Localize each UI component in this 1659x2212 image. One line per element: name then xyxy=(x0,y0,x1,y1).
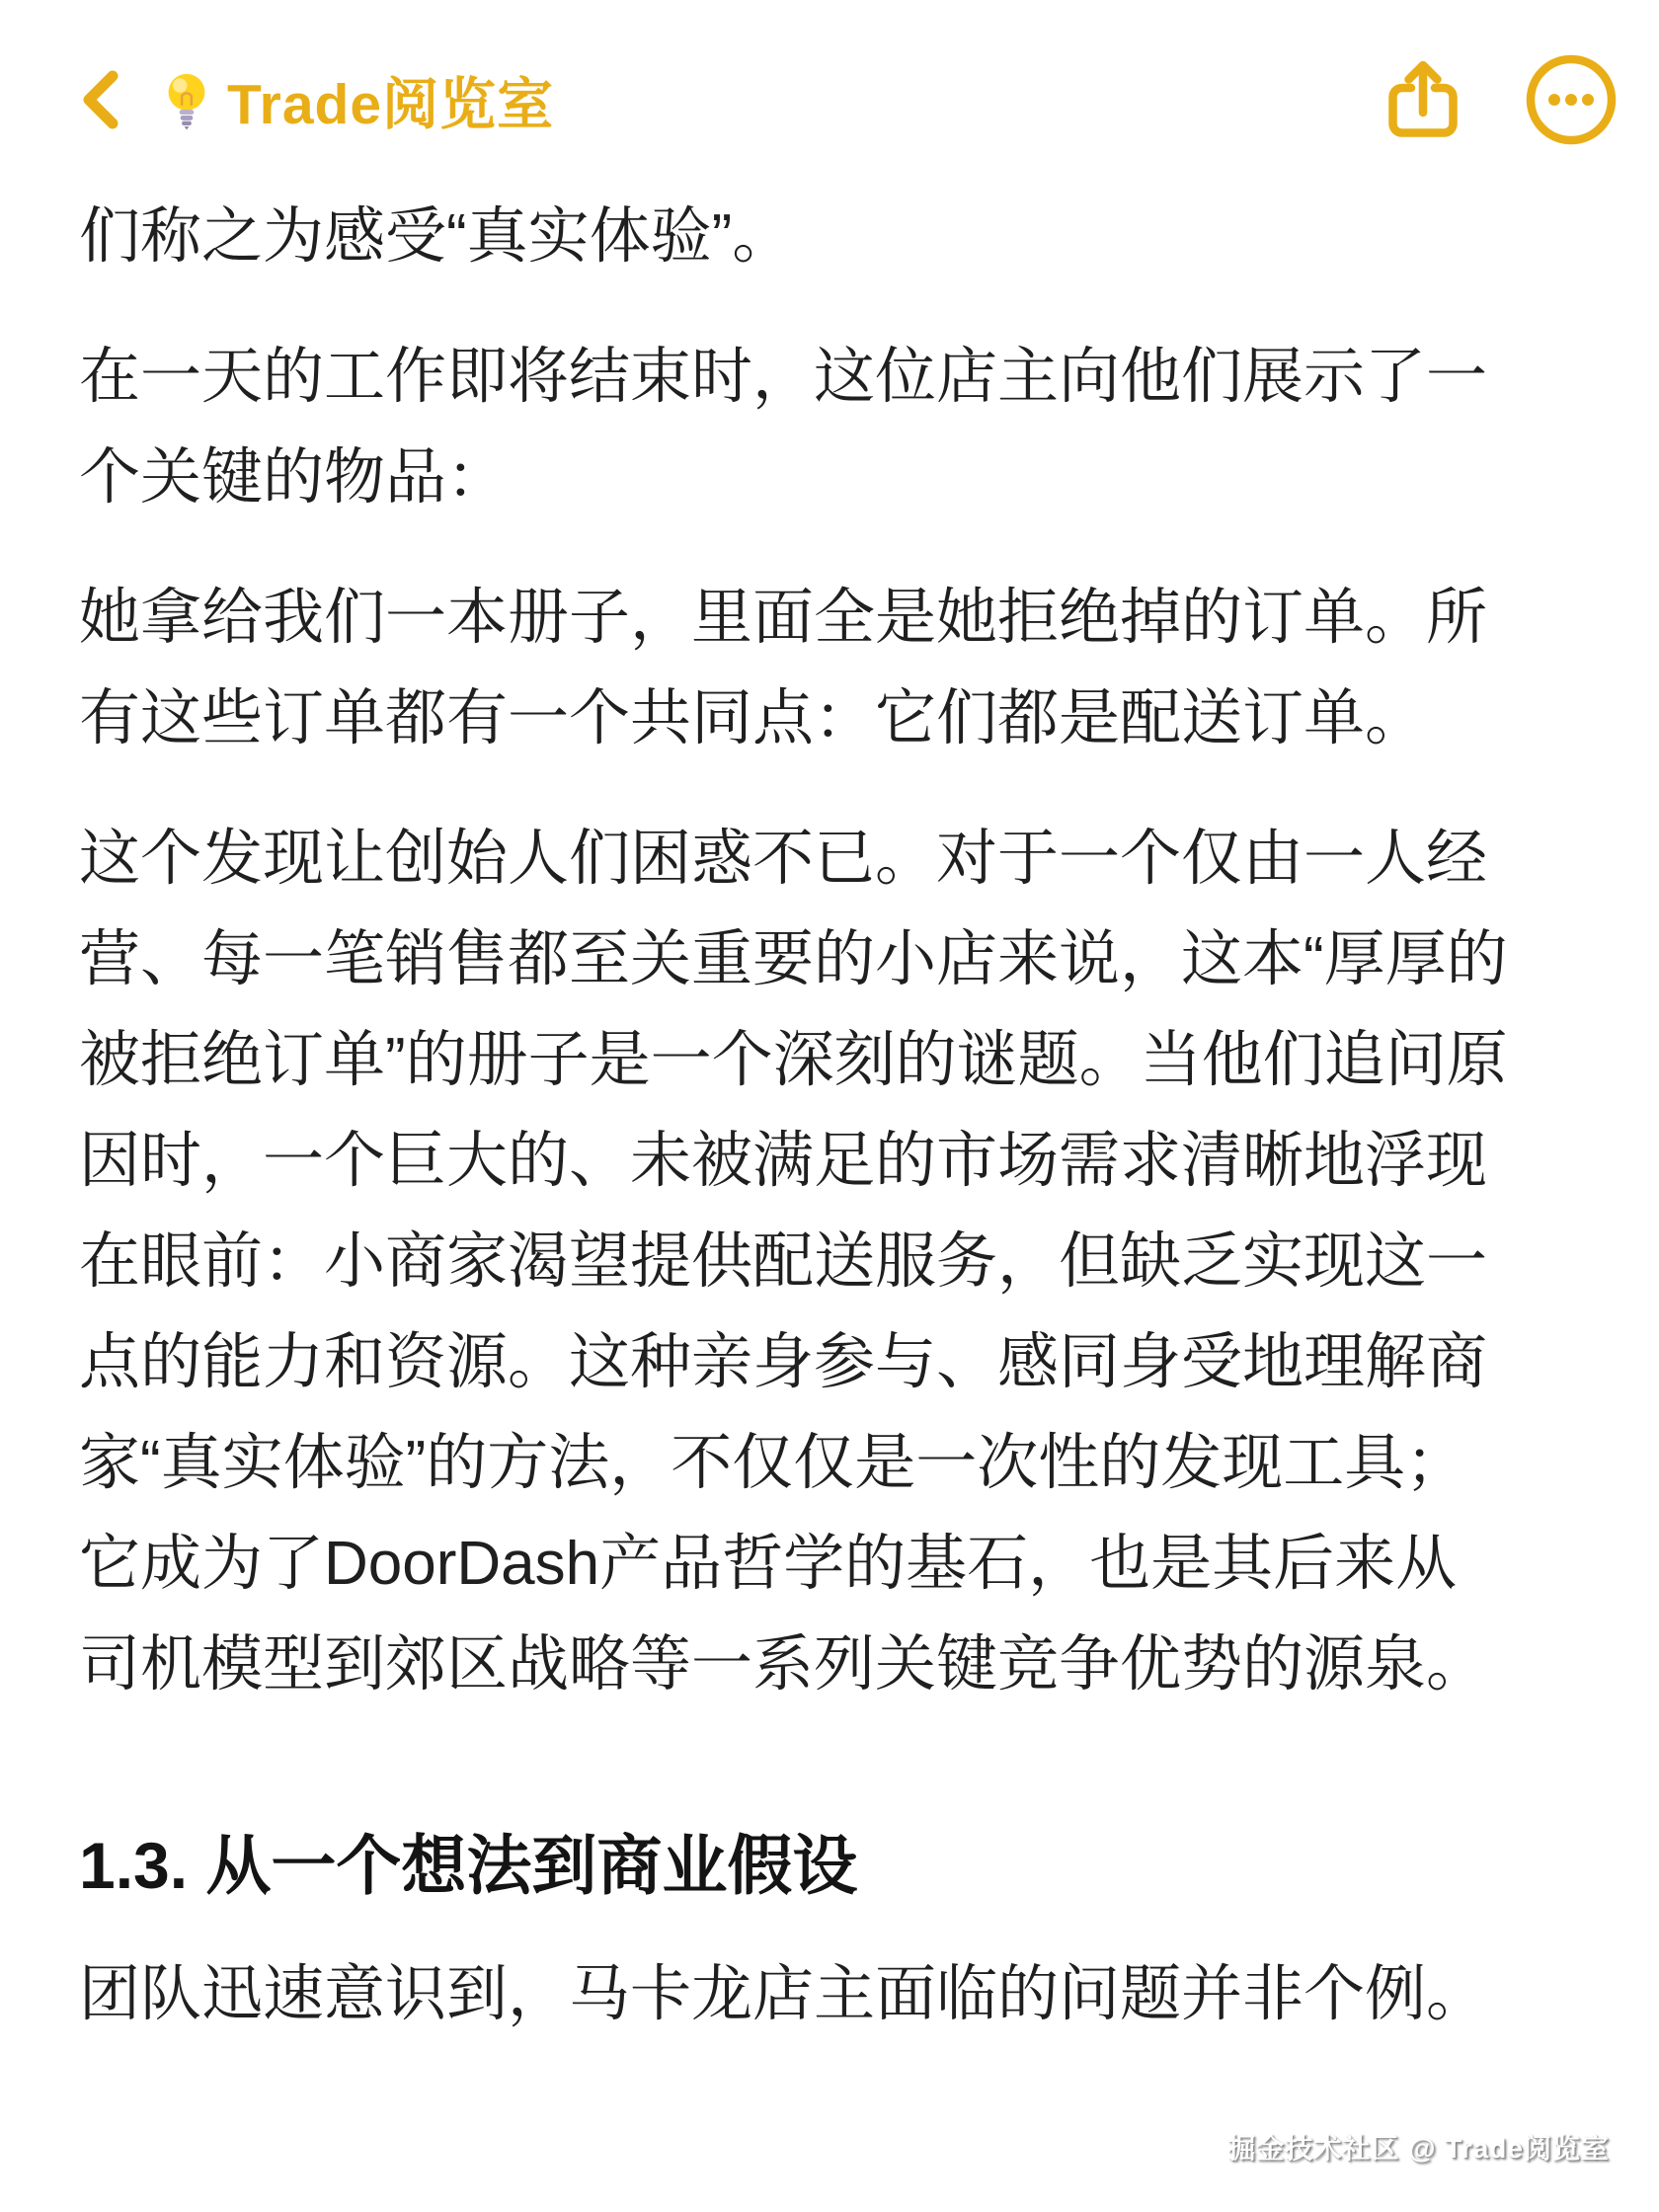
text-line: 在眼前：小商家渴望提供配送服务，但缺乏实现这一 xyxy=(79,1227,1488,1296)
text-line: 这个发现让创始人们困惑不已。对于一个仅由一人经 xyxy=(79,825,1488,893)
paragraph xyxy=(79,327,1580,528)
lightbulb-icon xyxy=(156,68,217,131)
text-line: 它成为了DoorDash产品哲学的基石，也是其后来从 xyxy=(79,1530,1458,1598)
text-line: 点的能力和资源。这种亲身参与、感同身受地理解商 xyxy=(79,1328,1488,1396)
text-line: 她拿给我们一本册子，里面全是她拒绝掉的订单。所 xyxy=(79,584,1488,652)
text-line: 有这些订单都有一个共同点：它们都是配送订单。 xyxy=(79,684,1427,752)
back-chevron-icon xyxy=(79,69,120,130)
paragraph xyxy=(79,568,1580,769)
watermark: 掘金技术社区 @ Trade阅览室 xyxy=(1227,2133,1610,2164)
text-line: 个关键的物品： xyxy=(79,443,509,512)
back-button[interactable] xyxy=(79,69,120,130)
header-actions xyxy=(1384,53,1618,146)
text-line: 被拒绝订单”的册子是一个深刻的谜题。当他们追问原 xyxy=(79,1026,1508,1094)
paragraph xyxy=(79,187,1580,287)
page-title-text: Trade阅览室 xyxy=(227,73,555,136)
more-options-icon xyxy=(1525,53,1618,146)
share-icon xyxy=(1384,58,1462,141)
text-line: 在一天的工作即将结束时，这位店主向他们展示了一 xyxy=(79,343,1488,411)
text-line: 们称之为感受“真实体验”。 xyxy=(79,202,794,271)
section-heading: 1.3. 从一个想法到商业假设 xyxy=(79,1829,858,1902)
text-line: 营、每一笔销售都至关重要的小店来说，这本“厚厚的 xyxy=(79,925,1508,993)
article-content xyxy=(0,145,1659,2045)
more-options-button[interactable] xyxy=(1525,53,1618,146)
share-button[interactable] xyxy=(1384,58,1462,141)
paragraph xyxy=(79,1944,1580,2045)
page-title xyxy=(156,59,554,140)
text-line: 司机模型到郊区战略等一系列关键竞争优势的源泉。 xyxy=(79,1630,1488,1698)
text-line: 团队迅速意识到，马卡龙店主面临的问题并非个例。 xyxy=(79,1960,1488,2028)
text-line: 因时，一个巨大的、未被满足的市场需求清晰地浮现 xyxy=(79,1127,1488,1195)
header xyxy=(0,0,1659,145)
paragraph xyxy=(79,809,1580,1715)
text-line: 家“真实体验”的方法，不仅仅是一次性的发现工具； xyxy=(79,1429,1467,1497)
